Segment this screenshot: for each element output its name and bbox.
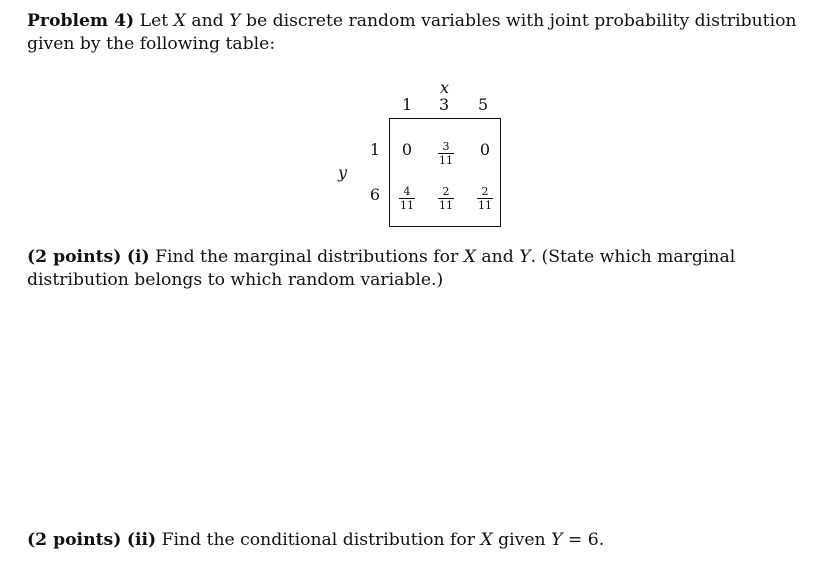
intro-var-x: X — [173, 11, 186, 31]
fraction-denominator: 11 — [439, 154, 453, 167]
cell-value: 0 — [401, 140, 413, 159]
x-value-1: 1 — [402, 95, 413, 114]
table-cell — [389, 140, 425, 159]
q2-var-y: Y — [551, 530, 563, 550]
q1-var-x: X — [463, 247, 476, 267]
cell-value: 0 — [479, 140, 491, 159]
x-value-3: 3 — [439, 95, 450, 114]
q1-text-and: and — [481, 247, 514, 267]
q2-points: (2 points) — [27, 530, 122, 550]
problem-statement — [27, 10, 817, 56]
table-cell — [428, 180, 464, 211]
q1-text-a: Find the marginal distributions for — [155, 247, 459, 267]
table-cell — [428, 135, 464, 166]
q2-text-given: given — [498, 530, 546, 550]
table-cell — [389, 180, 425, 211]
x-axis-label: x — [440, 78, 450, 97]
q2-equals: = 6. — [567, 530, 605, 550]
fraction-numerator: 4 — [403, 185, 411, 198]
q2-text-a: Find the conditional distribution for — [161, 530, 475, 550]
y-value-6: 6 — [369, 185, 380, 204]
fraction — [438, 141, 454, 166]
intro-text-rest: be discrete random variables with joint probability distribution given by the following table: — [27, 11, 797, 54]
q1-text-b: . (State which marginal distribution belongs to which random variable.) — [27, 247, 736, 290]
question-part-ii — [27, 529, 817, 552]
fraction-denominator: 11 — [478, 199, 492, 212]
fraction-denominator: 11 — [439, 199, 453, 212]
intro-text-let: Let — [139, 11, 169, 31]
q1-var-y: Y — [519, 247, 531, 267]
x-value-5: 5 — [478, 95, 489, 114]
fraction-denominator: 11 — [400, 199, 414, 212]
q1-part: (i) — [126, 247, 150, 267]
q2-var-x: X — [480, 530, 493, 550]
fraction-numerator: 2 — [442, 185, 450, 198]
table-cell — [467, 180, 503, 211]
fraction-numerator: 2 — [481, 185, 489, 198]
q1-points: (2 points) — [27, 247, 122, 267]
table-cell — [467, 140, 503, 159]
intro-var-y: Y — [229, 11, 241, 31]
intro-text-and: and — [191, 11, 224, 31]
y-axis-label: y — [338, 163, 348, 182]
fraction — [438, 186, 454, 211]
fraction — [477, 186, 493, 211]
fraction-numerator: 3 — [442, 140, 450, 153]
problem-heading: Problem 4) — [27, 11, 135, 31]
q2-part: (ii) — [126, 530, 157, 550]
y-value-1: 1 — [369, 140, 380, 159]
question-part-i — [27, 246, 817, 292]
fraction — [399, 186, 415, 211]
